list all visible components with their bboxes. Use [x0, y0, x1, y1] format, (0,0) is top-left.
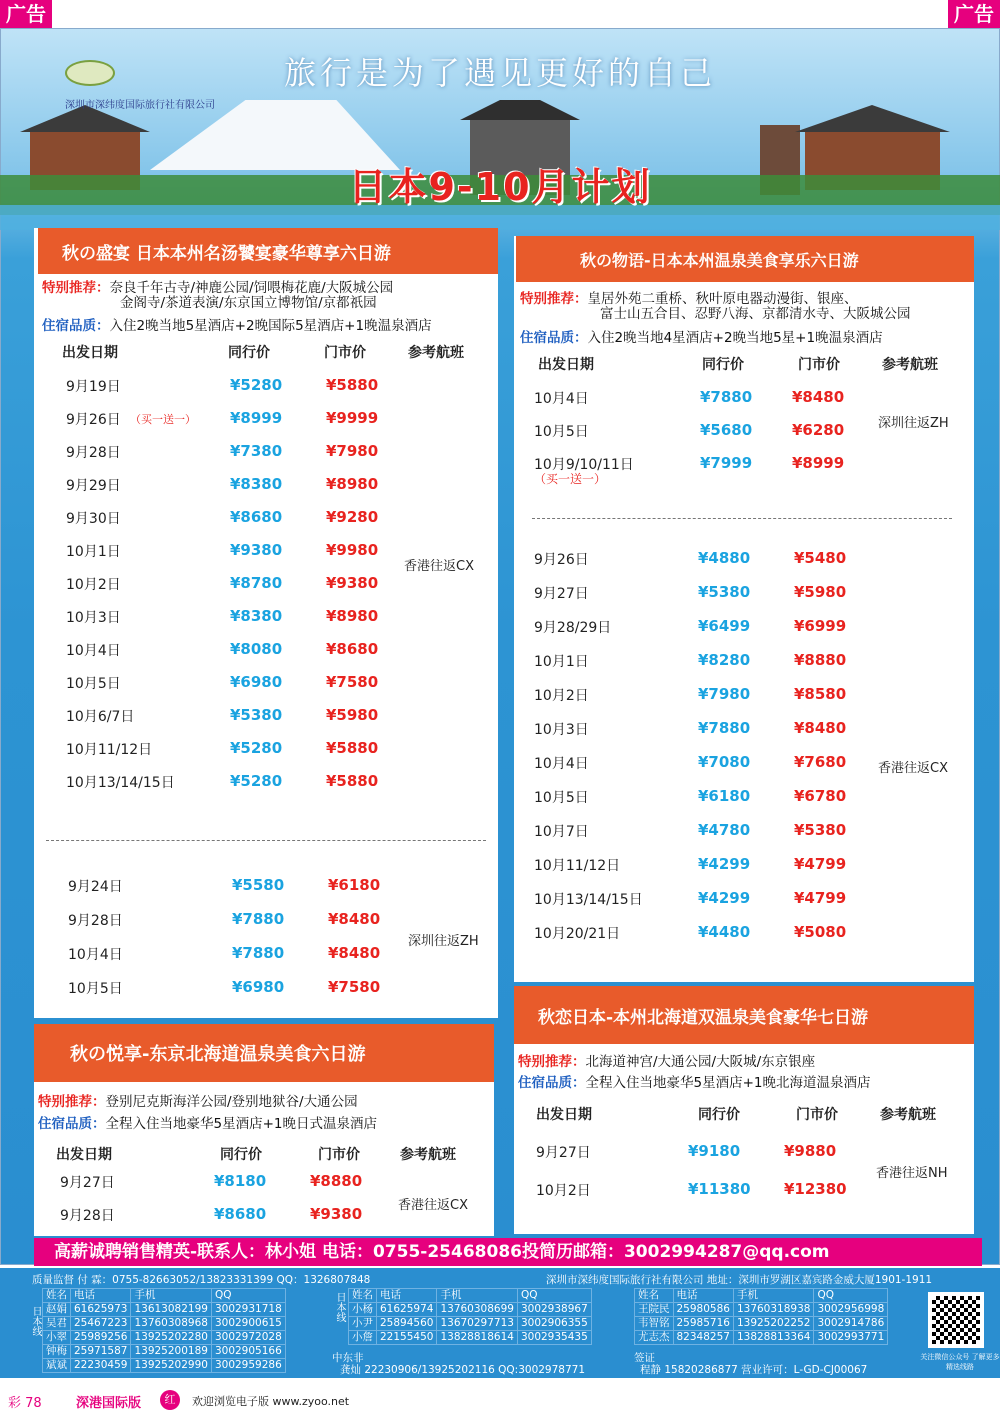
contact-row	[43, 1345, 286, 1359]
contact-cell: 13760308968	[131, 1317, 212, 1331]
contact-row	[43, 1317, 286, 1331]
peer-price: ¥7880	[232, 910, 285, 928]
market-price: ¥5980	[794, 583, 847, 601]
price-row	[66, 772, 396, 792]
contact-header: 手机	[437, 1289, 518, 1303]
departure-date: 10月4日	[68, 947, 123, 963]
contact-table-2	[348, 1288, 592, 1345]
peer-price: ¥8999	[230, 409, 283, 427]
tour3-divider	[532, 518, 952, 519]
tour3-recommend-2: 富士山五合目、忍野八海、京都清水寺、大阪城公园	[600, 306, 911, 322]
peer-price: ¥8780	[230, 574, 283, 592]
tour4-stay: 住宿品质：全程入住当地豪华5星酒店+1晚北海道温泉酒店	[518, 1075, 871, 1091]
peer-price: ¥8280	[698, 651, 751, 669]
contact-cell: 25985716	[673, 1317, 733, 1331]
price-row	[60, 1205, 390, 1225]
peer-price: ¥6180	[698, 787, 751, 805]
departure-date: 10月20/21日	[534, 926, 621, 942]
page-footer	[0, 1388, 1000, 1413]
tour2-col-flight: 参考航班	[400, 1147, 456, 1163]
contact-header: 手机	[131, 1289, 212, 1303]
peer-price: ¥5280	[230, 739, 283, 757]
market-price: ¥8480	[328, 910, 381, 928]
contact-cell: 3002914786	[814, 1317, 888, 1331]
tour4-col-date: 出发日期	[536, 1107, 592, 1123]
market-price: ¥6780	[794, 787, 847, 805]
contact-cell: 3002931718	[211, 1303, 285, 1317]
contact-row	[43, 1331, 286, 1345]
tour3-title: 秋の物语-日本本州温泉美食享乐六日游	[516, 236, 974, 282]
price-row	[534, 855, 864, 875]
contact-header: 姓名	[349, 1289, 377, 1303]
tour3-recommend: 特别推荐：皇居外苑二重桥、秋叶原电器动漫街、银座、	[520, 291, 858, 307]
contact-cell: 3002905166	[211, 1345, 285, 1359]
tour3-col-peer: 同行价	[702, 357, 744, 373]
peer-price: ¥7999	[700, 454, 753, 472]
departure-date: 9月26日	[66, 412, 121, 428]
departure-date: 9月28日	[66, 445, 121, 461]
price-row	[534, 651, 864, 671]
peer-price: ¥5280	[230, 772, 283, 790]
promo-note: （买一送一）	[534, 472, 607, 486]
market-price: ¥8880	[794, 651, 847, 669]
tour1-col-peer: 同行价	[228, 345, 270, 361]
departure-date: 10月4日	[534, 391, 589, 407]
slogan: 旅行是为了遇见更好的自己	[283, 54, 716, 92]
peer-price: ¥4299	[698, 889, 751, 907]
departure-date: 10月5日	[68, 981, 123, 997]
peer-price: ¥5580	[232, 876, 285, 894]
peer-price: ¥4299	[698, 855, 751, 873]
price-row	[68, 876, 398, 896]
departure-date: 10月3日	[534, 722, 589, 738]
peer-price: ¥9180	[688, 1142, 741, 1160]
contact-cell: 61625974	[377, 1303, 437, 1317]
tour1-recommend-2: 金阁寺/茶道表演/东京国立博物馆/京都祇园	[120, 295, 377, 311]
contact-cell: 22155450	[377, 1331, 437, 1345]
contact-header: QQ	[814, 1289, 888, 1303]
departure-date: 10月13/14/15日	[534, 892, 643, 908]
tour2-col-date: 出发日期	[56, 1147, 112, 1163]
contact-cell: 13925200189	[131, 1345, 212, 1359]
side-label-1: 日本线	[30, 1306, 41, 1336]
departure-date: 9月28日	[60, 1208, 115, 1224]
peer-price: ¥8680	[214, 1205, 267, 1223]
departure-date: 10月2日	[66, 577, 121, 593]
departure-date: 9月28/29日	[534, 620, 612, 636]
tour3-col-date: 出发日期	[538, 357, 594, 373]
peer-price: ¥5680	[700, 421, 753, 439]
contact-cell: 小尹	[349, 1317, 377, 1331]
peer-price: ¥7880	[232, 944, 285, 962]
contact-cell: 3002956998	[814, 1303, 888, 1317]
market-price: ¥9880	[784, 1142, 837, 1160]
departure-date: 9月27日	[534, 586, 589, 602]
ad-tag-right: 广告	[948, 0, 1000, 28]
market-price: ¥6999	[794, 617, 847, 635]
peer-price: ¥6980	[232, 978, 285, 996]
price-row	[66, 607, 396, 627]
company-name-small: 深圳市深纬度国际旅行社有限公司	[65, 100, 215, 111]
tour1-title: 秋の盛宴 日本本州名汤饕宴豪华尊享六日游	[38, 228, 498, 274]
contact-cell: 25971587	[71, 1345, 131, 1359]
market-price: ¥8880	[310, 1172, 363, 1190]
market-price: ¥9380	[310, 1205, 363, 1223]
contact-cell: 吴君	[43, 1317, 71, 1331]
tour2-col-peer: 同行价	[220, 1147, 262, 1163]
peer-price: ¥8680	[230, 508, 283, 526]
contact-table-3	[634, 1288, 888, 1345]
price-row	[66, 376, 396, 396]
departure-date: 10月1日	[534, 654, 589, 670]
departure-date: 9月26日	[534, 552, 589, 568]
peer-price: ¥7980	[698, 685, 751, 703]
price-row	[534, 549, 864, 569]
market-price: ¥9380	[326, 574, 379, 592]
price-row	[66, 541, 396, 561]
market-price: ¥8580	[794, 685, 847, 703]
peer-price: ¥8380	[230, 607, 283, 625]
tour1-divider	[46, 840, 486, 841]
quality-supervision: 质量监督 付 霖：0755-82663052/13823331399 QQ：1326807848	[32, 1274, 371, 1286]
price-row	[66, 409, 396, 429]
contact-cell: 3002959286	[211, 1359, 285, 1373]
price-row	[534, 388, 864, 408]
departure-date: 10月4日	[66, 643, 121, 659]
tour2-flight: 香港往返CX	[398, 1198, 468, 1213]
price-row	[66, 739, 396, 759]
market-price: ¥5480	[794, 549, 847, 567]
contact-cell: 3002935435	[517, 1331, 591, 1345]
price-row	[68, 910, 398, 930]
market-price: ¥7580	[328, 978, 381, 996]
tour2-stay: 住宿品质：全程入住当地豪华5星酒店+1晚日式温泉酒店	[38, 1116, 377, 1132]
contact-cell: 13925202280	[131, 1331, 212, 1345]
contact-header-row	[635, 1289, 888, 1303]
contact-row	[635, 1303, 888, 1317]
peer-price: ¥8380	[230, 475, 283, 493]
departure-date: 10月9/10/11日	[534, 457, 634, 473]
market-price: ¥7980	[326, 442, 379, 460]
market-price: ¥7680	[794, 753, 847, 771]
tour3-flight1: 深圳往返ZH	[878, 416, 949, 431]
price-row	[536, 1142, 866, 1162]
departure-date: 10月13/14/15日	[66, 775, 175, 791]
website-link[interactable]: 欢迎浏览电子版 www.zyoo.net	[192, 1395, 350, 1408]
mideast-label: 中东非	[332, 1352, 364, 1364]
contact-row	[43, 1303, 286, 1317]
market-price: ¥8980	[326, 475, 379, 493]
page-number: 彩 78	[8, 1396, 42, 1411]
contact-cell: 13925202990	[131, 1359, 212, 1373]
tour4-flight: 香港往返NH	[876, 1166, 948, 1181]
qr-code-icon	[928, 1292, 984, 1348]
contact-row	[43, 1359, 286, 1373]
contact-cell: 3002993771	[814, 1331, 888, 1345]
tour1-flight2: 深圳往返ZH	[408, 934, 479, 949]
market-price: ¥6280	[792, 421, 845, 439]
departure-date: 9月27日	[536, 1145, 591, 1161]
market-price: ¥6180	[328, 876, 381, 894]
price-row	[534, 923, 864, 943]
price-row	[534, 889, 864, 909]
peer-price: ¥9380	[230, 541, 283, 559]
peer-price: ¥5280	[230, 376, 283, 394]
tour4-col-flight: 参考航班	[880, 1107, 936, 1123]
visa-label: 签证	[634, 1352, 655, 1364]
tour3-stay: 住宿品质：入住2晚当地4星酒店+2晚当地5星+1晚温泉酒店	[520, 330, 883, 346]
peer-price: ¥7880	[698, 719, 751, 737]
departure-date: 9月27日	[60, 1175, 115, 1191]
company-address: 深圳市深纬度国际旅行社有限公司 地址：深圳市罗湖区嘉宾路金威大厦1901-1911	[546, 1274, 933, 1286]
peer-price: ¥8180	[214, 1172, 267, 1190]
market-price: ¥9280	[326, 508, 379, 526]
departure-date: 9月28日	[68, 913, 123, 929]
tour2-col-market: 门市价	[318, 1147, 360, 1163]
market-price: ¥5380	[794, 821, 847, 839]
tour2-recommend: 特别推荐：登别尼克斯海洋公园/登别地狱谷/大通公园	[38, 1094, 358, 1110]
tour3-flight2: 香港往返CX	[878, 761, 948, 776]
recruitment-banner: 高薪诚聘销售精英-联系人：林小姐 电话：0755-25468086投简历邮箱：3002994287@qq.com	[34, 1238, 982, 1266]
contact-cell: 3002900615	[211, 1317, 285, 1331]
departure-date: 10月5日	[534, 790, 589, 806]
tour4-col-market: 门市价	[796, 1107, 838, 1123]
contact-header-row	[43, 1289, 286, 1303]
tour4-title: 秋恋日本-本州北海道双温泉美食豪华七日游	[514, 986, 974, 1044]
price-row	[66, 574, 396, 594]
peer-price: ¥5380	[698, 583, 751, 601]
tour1-col-market: 门市价	[324, 345, 366, 361]
contact-cell: 韦智铭	[635, 1317, 674, 1331]
market-price: ¥5880	[326, 376, 379, 394]
tour2-title: 秋の悦享-东京北海道温泉美食六日游	[34, 1024, 494, 1082]
contact-cell: 斌斌	[43, 1359, 71, 1373]
price-row	[66, 640, 396, 660]
tour1-col-date: 出发日期	[62, 345, 118, 361]
departure-date: 9月30日	[66, 511, 121, 527]
contact-cell: 13613082199	[131, 1303, 212, 1317]
contact-cell: 25989256	[71, 1331, 131, 1345]
contact-header: 手机	[733, 1289, 814, 1303]
edition-name: 深港国际版	[76, 1396, 142, 1411]
main-title: 日本9-10月计划	[348, 165, 652, 209]
contact-cell: 小翠	[43, 1331, 71, 1345]
contact-row	[635, 1317, 888, 1331]
contact-row	[349, 1331, 592, 1345]
price-row	[534, 583, 864, 603]
peer-price: ¥6499	[698, 617, 751, 635]
contact-cell: 13925202252	[733, 1317, 814, 1331]
peer-price: ¥11380	[688, 1180, 751, 1198]
departure-date: 10月2日	[534, 688, 589, 704]
price-row	[60, 1172, 390, 1192]
contact-cell: 22230459	[71, 1359, 131, 1373]
side-label-2: 日本线	[334, 1292, 345, 1322]
contact-header: 电话	[377, 1289, 437, 1303]
contact-header: 电话	[71, 1289, 131, 1303]
market-price: ¥8680	[326, 640, 379, 658]
contact-cell: 13828818614	[437, 1331, 518, 1345]
tour3-col-flight: 参考航班	[882, 357, 938, 373]
price-row	[534, 719, 864, 739]
departure-date: 10月5日	[534, 424, 589, 440]
peer-price: ¥6980	[230, 673, 283, 691]
contact-cell: 13760318938	[733, 1303, 814, 1317]
contact-cell: 61625973	[71, 1303, 131, 1317]
price-row	[534, 421, 864, 441]
contact-header: QQ	[517, 1289, 591, 1303]
contact-header-row	[349, 1289, 592, 1303]
price-row	[68, 978, 398, 998]
market-price: ¥5980	[326, 706, 379, 724]
contact-cell: 82348257	[673, 1331, 733, 1345]
tour4-recommend: 特别推荐：北海道神宫/大通公园/大阪城/东京银座	[518, 1054, 816, 1070]
market-price: ¥8999	[792, 454, 845, 472]
contact-header: 电话	[673, 1289, 733, 1303]
departure-date: 10月5日	[66, 676, 121, 692]
market-price: ¥8980	[326, 607, 379, 625]
contact-cell: 13670297713	[437, 1317, 518, 1331]
market-price: ¥7580	[326, 673, 379, 691]
mideast-contact: 龚灿 22230906/13925202116 QQ:3002978771	[340, 1364, 586, 1376]
market-price: ¥5880	[326, 772, 379, 790]
price-row	[536, 1180, 866, 1200]
contact-cell: 赵娟	[43, 1303, 71, 1317]
contact-cell: 3002938967	[517, 1303, 591, 1317]
price-row	[534, 454, 864, 486]
price-row	[534, 787, 864, 807]
peer-price: ¥7080	[698, 753, 751, 771]
contact-section	[0, 1268, 1000, 1378]
departure-date: 10月11/12日	[534, 858, 621, 874]
price-row	[66, 442, 396, 462]
market-price: ¥5080	[794, 923, 847, 941]
contact-cell: 小杨	[349, 1303, 377, 1317]
contact-cell: 钟梅	[43, 1345, 71, 1359]
departure-date: 10月2日	[536, 1183, 591, 1199]
market-price: ¥4799	[794, 855, 847, 873]
contact-row	[349, 1303, 592, 1317]
contact-header: 姓名	[43, 1289, 71, 1303]
peer-price: ¥4480	[698, 923, 751, 941]
contact-row	[635, 1331, 888, 1345]
price-row	[68, 944, 398, 964]
market-price: ¥12380	[784, 1180, 847, 1198]
contact-cell: 13828813364	[733, 1331, 814, 1345]
tour3-col-market: 门市价	[798, 357, 840, 373]
departure-date: 9月29日	[66, 478, 121, 494]
peer-price: ¥8080	[230, 640, 283, 658]
contact-header: 姓名	[635, 1289, 674, 1303]
price-row	[534, 821, 864, 841]
departure-date: 10月11/12日	[66, 742, 153, 758]
market-price: ¥9980	[326, 541, 379, 559]
price-row	[66, 508, 396, 528]
qr-note: 关注微信公众号 了解更多精选线路	[920, 1353, 1000, 1371]
market-price: ¥5880	[326, 739, 379, 757]
contact-cell: 25980586	[673, 1303, 733, 1317]
tour4-col-peer: 同行价	[698, 1107, 740, 1123]
departure-date: 9月24日	[68, 879, 123, 895]
peer-price: ¥5380	[230, 706, 283, 724]
contact-row	[349, 1317, 592, 1331]
tour1-stay: 住宿品质：入住2晚当地5星酒店+2晚国际5星酒店+1晚温泉酒店	[42, 318, 432, 334]
market-price: ¥8480	[794, 719, 847, 737]
price-row	[534, 753, 864, 773]
red-badge: 红	[160, 1390, 180, 1410]
contact-header: QQ	[211, 1289, 285, 1303]
market-price: ¥8480	[792, 388, 845, 406]
peer-price: ¥7880	[700, 388, 753, 406]
price-row	[66, 475, 396, 495]
contact-cell: 小詹	[349, 1331, 377, 1345]
contact-cell: 13760308699	[437, 1303, 518, 1317]
market-price: ¥9999	[326, 409, 379, 427]
visa-contact: 程静 15820286877 营业许可：L-GD-CJ00067	[640, 1364, 868, 1376]
market-price: ¥4799	[794, 889, 847, 907]
departure-date: 9月19日	[66, 379, 121, 395]
peer-price: ¥7380	[230, 442, 283, 460]
departure-date: 10月7日	[534, 824, 589, 840]
tour1-recommend: 特别推荐：奈良千年古寺/神鹿公园/饲喂梅花鹿/大阪城公园	[42, 280, 394, 296]
contact-cell: 25467223	[71, 1317, 131, 1331]
peer-price: ¥4880	[698, 549, 751, 567]
price-row	[534, 685, 864, 705]
price-row	[66, 673, 396, 693]
contact-cell: 王院民	[635, 1303, 674, 1317]
contact-cell: 尤志杰	[635, 1331, 674, 1345]
contact-cell: 3002906355	[517, 1317, 591, 1331]
promo-note: （买一送一）	[130, 413, 196, 426]
departure-date: 10月4日	[534, 756, 589, 772]
ad-tag-left: 广告	[0, 0, 52, 28]
departure-date: 10月6/7日	[66, 709, 135, 725]
market-price: ¥8480	[328, 944, 381, 962]
tour1-col-flight: 参考航班	[408, 345, 464, 361]
peer-price: ¥4780	[698, 821, 751, 839]
tour1-flight1: 香港往返CX	[404, 559, 474, 574]
departure-date: 10月1日	[66, 544, 121, 560]
price-row	[534, 617, 864, 637]
price-row	[66, 706, 396, 726]
contact-cell: 25894560	[377, 1317, 437, 1331]
departure-date: 10月3日	[66, 610, 121, 626]
contact-table-1	[42, 1288, 286, 1373]
contact-cell: 3002972028	[211, 1331, 285, 1345]
